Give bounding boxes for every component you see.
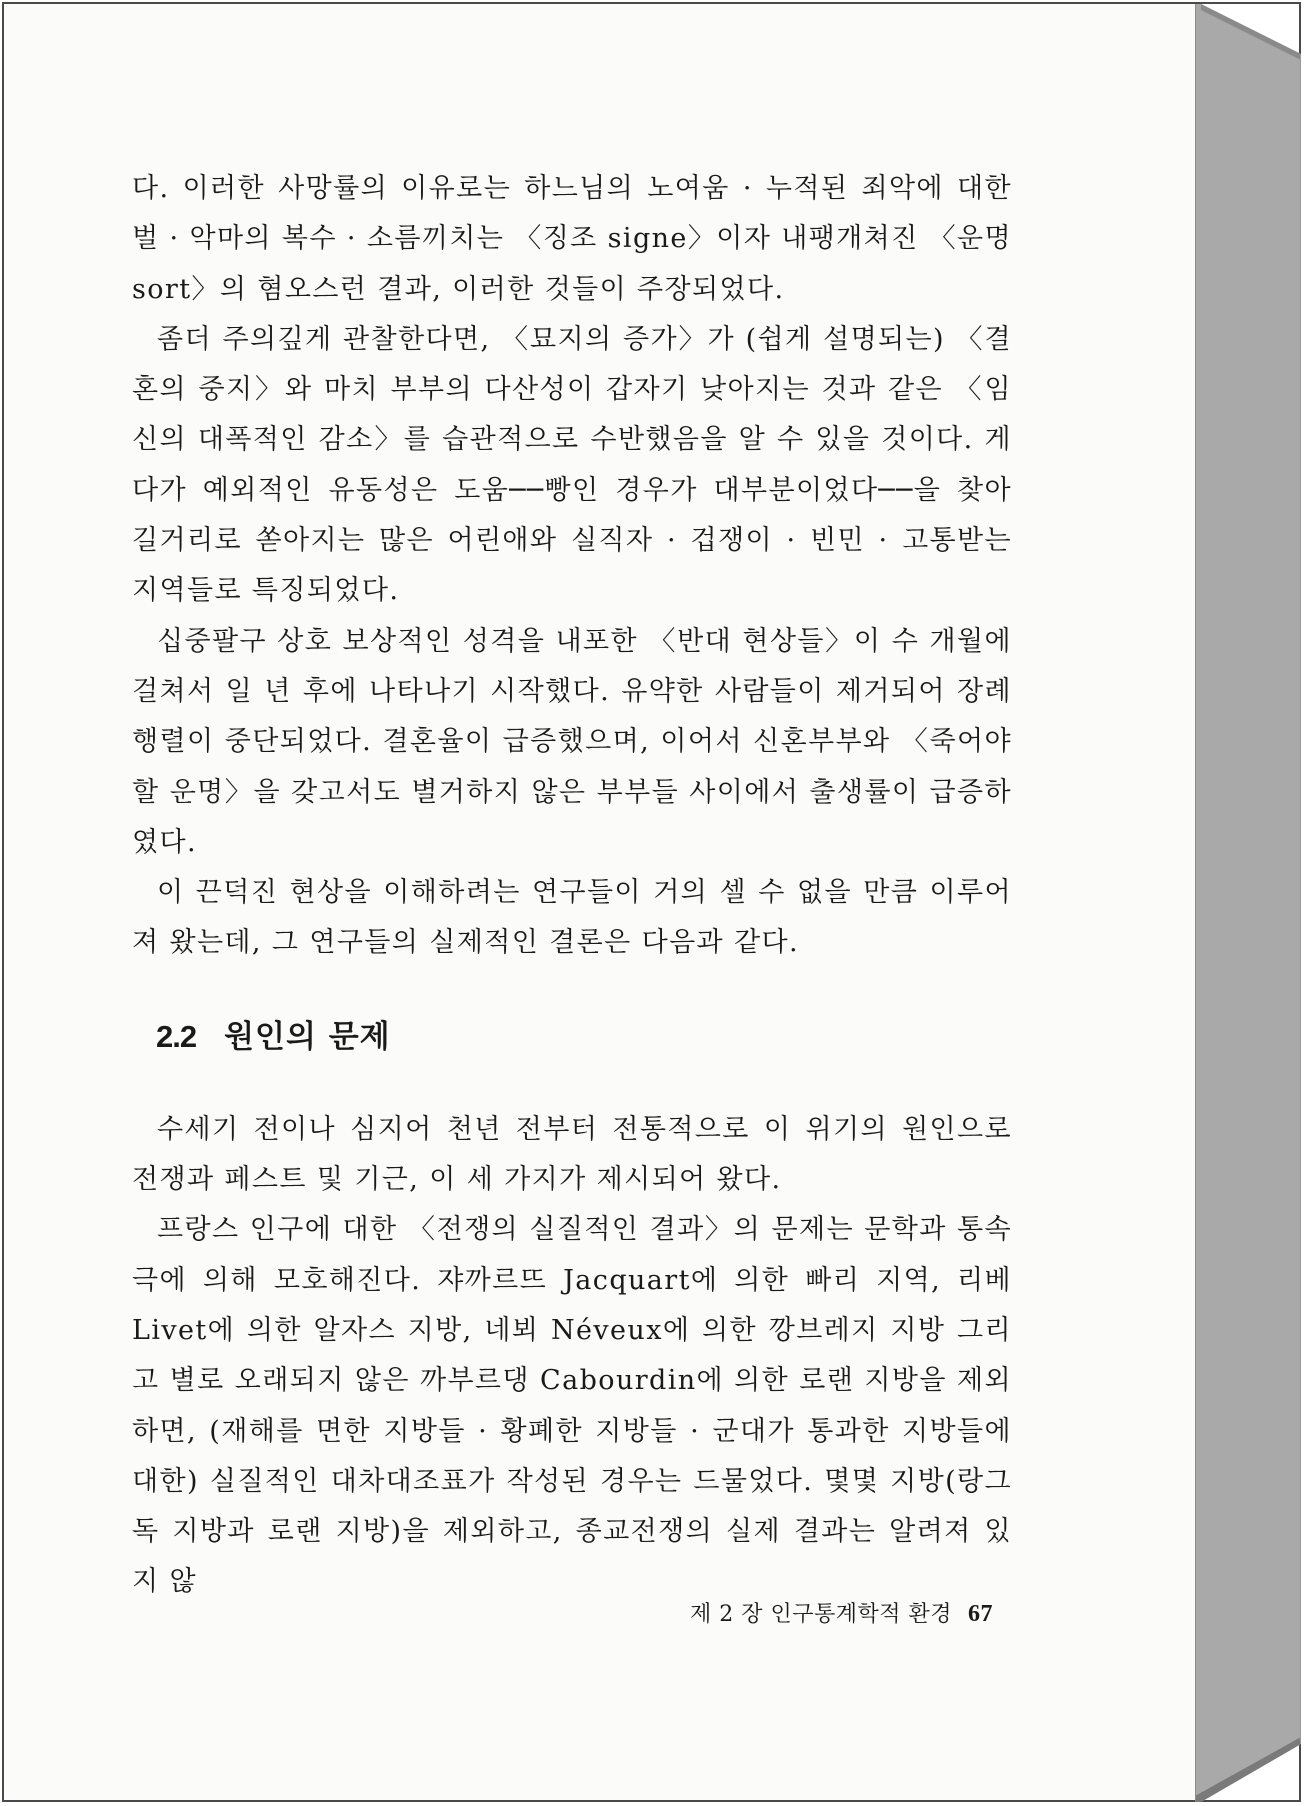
page-number: 67 [968,1601,993,1627]
book-edge-graphic [1195,4,1301,1802]
page-body [132,164,1012,1608]
paragraph-continued: 다. 이러한 사망률의 이유로는 하느님의 노여움 · 누적된 죄악에 대한 벌 · 악마의 복수 · 소름끼치는 〈징조 signe〉이자 내팽개쳐진 〈운명 sort〉의 혐오스런 결과, 이러한 것들이 주장되었다. [132,173,1012,305]
book-side-edge [1195,4,1301,1802]
section-title: 원인의 문제 [224,1018,391,1055]
section-number: 2.2 [156,1018,197,1054]
paragraph: 수세기 전이나 심지어 천년 전부터 전통적으로 이 위기의 원인으로 전쟁과 페스트 및 기근, 이 세 가지가 제시되어 왔다. [132,1113,1012,1196]
section-heading [132,1017,1012,1057]
book-page [4,4,1196,1800]
running-head: 제 2 장 인구통계학적 환경 [690,1602,952,1627]
paragraph: 프랑스 인구에 대한 〈전쟁의 실질적인 결과〉의 문제는 문학과 통속극에 의해 모호해진다. 쟈까르뜨 Jacquart에 의한 빠리 지역, 리베 Livet에 의한 알자스 지방, 네뵈 Néveux에 의한 깡브레지 지방 그리고 별로 오래되지 않은 까부르댕 Cabourdin에 의한 로랜 지방을 제외하면, (재해를 면한 지방들 · 황폐한 지방들 · 군대가 통과한 지방들에 대한) 실질적인 대차대조표가 작성된 경우는 드물었다. 몇몇 지방(랑그독 지방과 로랜 지방)을 제외하고, 종교전쟁의 실제 결과는 알려져 있지 않 [132,1214,1012,1598]
paragraph: 이 끈덕진 현상을 이해하려는 연구들이 거의 셀 수 없을 만큼 이루어져 왔는데, 그 연구들의 실제적인 결론은 다음과 같다. [132,877,1012,959]
paragraph: 십중팔구 상호 보상적인 성격을 내포한 〈반대 현상들〉이 수 개월에 걸쳐서 일 년 후에 나타나기 시작했다. 유약한 사람들이 제거되어 장례행렬이 중단되었다. 결혼율이 급증했으며, 이어서 신혼부부와 〈죽어야 할 운명〉을 갖고서도 별거하지 않은 부부들 사이에서 출생률이 급증하였다. [132,625,1012,858]
page-footer [690,1598,993,1631]
paragraph: 좀더 주의깊게 관찰한다면, 〈묘지의 증가〉가 (쉽게 설명되는) 〈결혼의 중지〉와 마치 부부의 다산성이 갑자기 낮아지는 것과 같은 〈임신의 대폭적인 감소〉를 습관적으로 수반했음을 알 수 있을 것이다. 게다가 예외적인 유동성은 도움──빵인 경우가 대부분이었다──을 찾아 길거리로 쏟아지는 많은 어린애와 실직자 · 겁쟁이 · 빈민 · 고통받는 지역들로 특징되었다. [132,323,1012,607]
